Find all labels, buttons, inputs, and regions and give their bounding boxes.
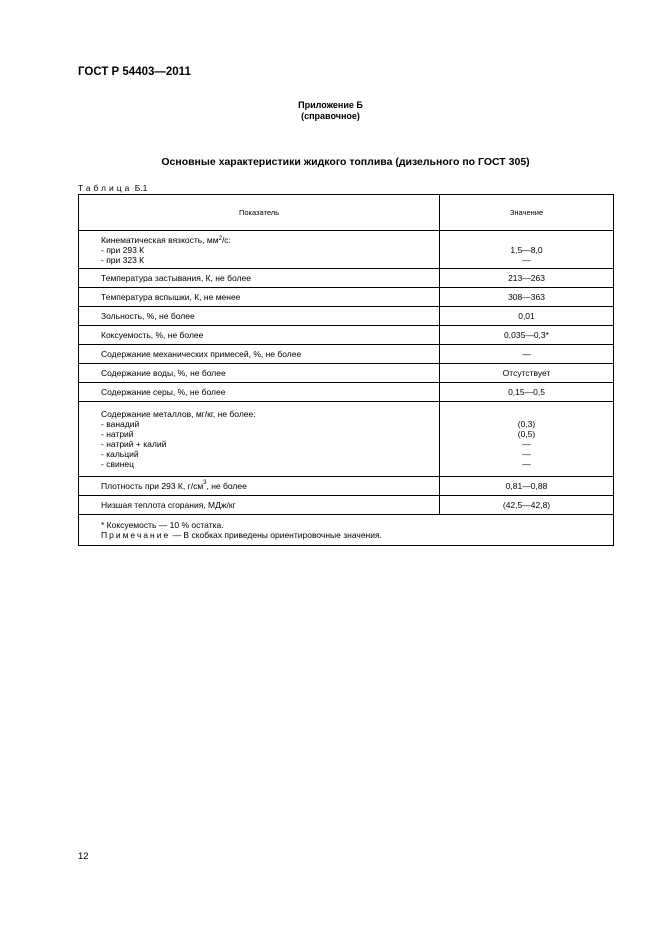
cell-label: Температура вспышки, К, не менее: [79, 288, 440, 307]
note-word: Примечание: [101, 530, 171, 540]
table-caption-word: Таблица: [78, 183, 133, 193]
metals-item: - свинец: [101, 459, 134, 469]
page-number: 12: [78, 851, 89, 862]
density-label-start: Плотность при 293 К, г/см: [101, 481, 204, 491]
cell-value: 0,01: [440, 307, 614, 326]
table-row-heat: [79, 496, 614, 515]
cell-value: 0,035—0,3*: [440, 326, 614, 345]
metals-value: —: [522, 449, 531, 459]
table-row: [79, 326, 614, 345]
table-row-density: [79, 477, 614, 496]
cell-label: Температура застывания, К, не более: [79, 269, 440, 288]
cell-value: 308—363: [440, 288, 614, 307]
viscosity-label: [101, 235, 439, 245]
metals-label: Содержание металлов, мг/кг, не более:: [101, 409, 256, 419]
table-row: [79, 269, 614, 288]
metals-value: (0,5): [517, 429, 536, 439]
appendix-subtitle: (справочное): [301, 111, 360, 121]
table-header-row: [79, 195, 614, 231]
viscosity-value: —: [522, 254, 531, 265]
characteristics-table: [78, 194, 614, 546]
viscosity-label-start: Кинематическая вязкость, мм: [101, 234, 219, 245]
metals-value: (0,3): [517, 419, 536, 429]
cell-label: Низшая теплота сгорания, МДж/кг: [79, 496, 440, 515]
cell-label: [79, 231, 440, 269]
density-label-end: , не более: [206, 481, 247, 491]
cell-label: [79, 477, 440, 496]
cell-value: —: [440, 345, 614, 364]
table-row-metals: [79, 402, 614, 477]
document-title: Основные характеристики жидкого топлива (дизельного по ГОСТ 305): [161, 156, 530, 168]
cell-label: Содержание механических примесей, %, не более: [79, 345, 440, 364]
viscosity-label-sup: 2: [218, 235, 222, 242]
viscosity-item: - при 293 К: [101, 244, 145, 255]
footnote-text: * Коксуемость — 10 % остатка.: [101, 520, 224, 530]
appendix-heading: [0, 100, 661, 122]
cell-value: 0,15—0,5: [440, 383, 614, 402]
note-body: — В скобках приведены ориентировочные значения.: [170, 530, 382, 540]
metals-item: - кальций: [101, 449, 139, 459]
note-text: [101, 530, 613, 540]
cell-value: [440, 402, 614, 477]
cell-label: Содержание воды, %, не более: [79, 364, 440, 383]
metals-value: —: [522, 459, 531, 469]
table-row: [79, 345, 614, 364]
table-row: [79, 307, 614, 326]
table-footnote-row: [79, 515, 614, 546]
cell-value: 0,81—0,88: [440, 477, 614, 496]
metals-value: —: [522, 439, 531, 449]
table-row: [79, 364, 614, 383]
metals-item: - натрий: [101, 429, 134, 439]
appendix-title: Приложение Б: [298, 100, 363, 110]
density-label-sup: 3: [203, 480, 207, 486]
table-caption: [78, 183, 147, 193]
cell-value: [440, 231, 614, 269]
table-caption-number: Б.1: [134, 183, 148, 193]
metals-item: - ванадий: [101, 419, 140, 429]
table-row: [79, 288, 614, 307]
cell-label: Коксуемость, %, не более: [79, 326, 440, 345]
header-value: Значение: [440, 195, 614, 231]
table-row: [79, 383, 614, 402]
viscosity-value: 1,5—8,0: [510, 244, 543, 255]
cell-label: Зольность, %, не более: [79, 307, 440, 326]
cell-label: Содержание серы, %, не более: [79, 383, 440, 402]
cell-value: (42,5—42,8): [440, 496, 614, 515]
cell-label: [79, 402, 440, 477]
cell-value: Отсутствует: [440, 364, 614, 383]
footnote-cell: [79, 515, 614, 546]
header-indicator: Показатель: [79, 195, 440, 231]
metals-item: - натрий + калий: [101, 439, 167, 449]
cell-value: 213—263: [440, 269, 614, 288]
viscosity-item: - при 323 К: [101, 254, 145, 265]
viscosity-label-end: /с:: [221, 234, 231, 245]
table-row-viscosity: [79, 231, 614, 269]
document-code: ГОСТ Р 54403—2011: [78, 66, 191, 78]
